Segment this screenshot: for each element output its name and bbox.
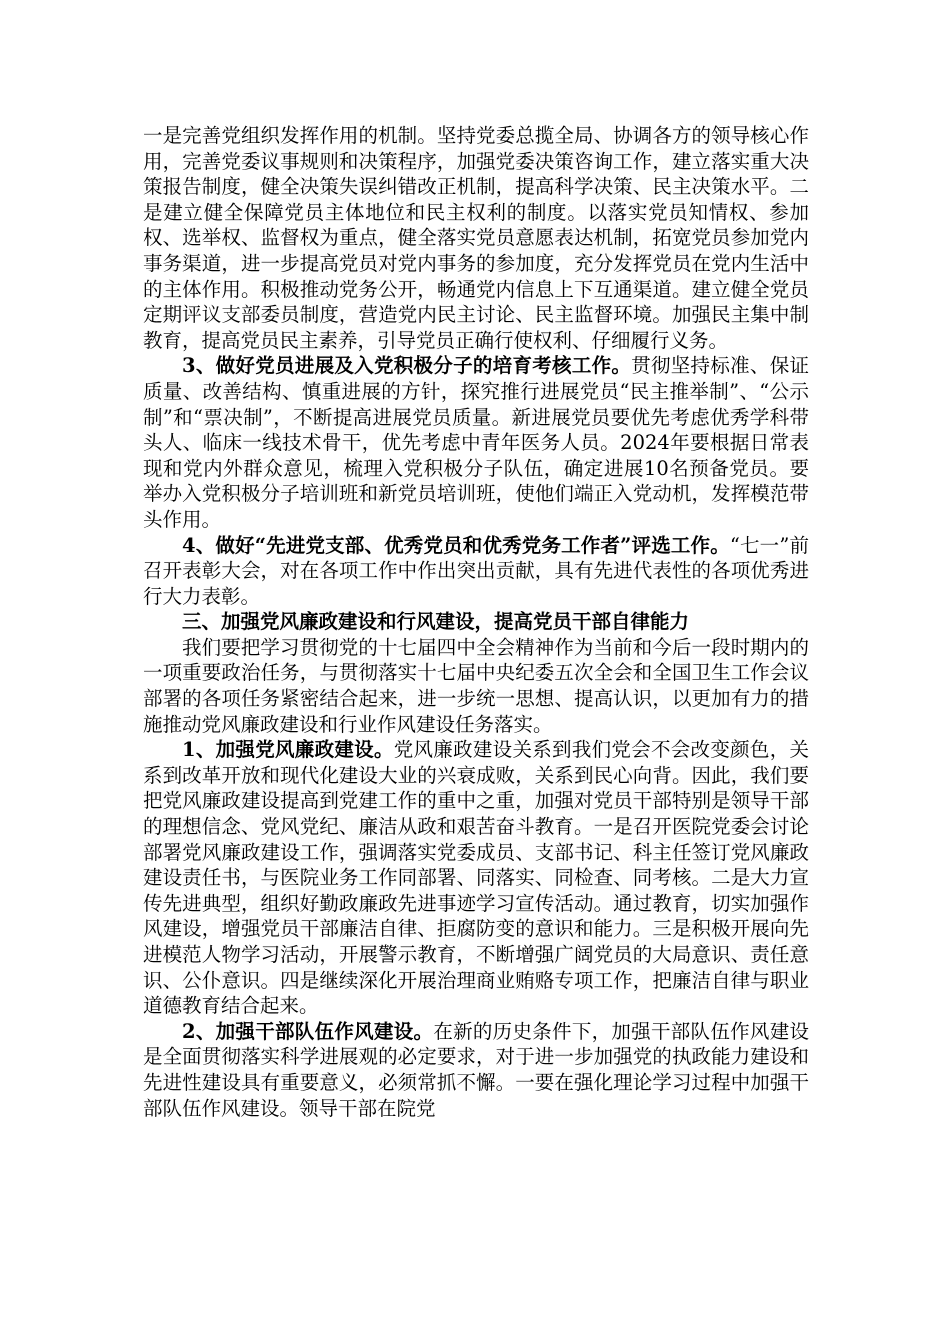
paragraph-integrity-building (143, 737, 809, 1019)
paragraph-section-intro (143, 635, 809, 737)
paragraph-lead: 4、做好“先进党支部、优秀党员和优秀党务工作者”评选工作。 (182, 533, 730, 557)
document-page (143, 123, 809, 1121)
paragraph-text: 在新的历史条件下，加强干部队伍作风建设是全面贯彻落实科学进展观的必定要求，对于进一步加强党的执政能力建设和先进性建设具有重要意义，必须常抓不懈。一要在强化理论学习过程中加强干部队伍作风建设。领导干部在院党 (143, 1019, 809, 1120)
paragraph-text: 我们要把学习贯彻党的十七届四中全会精神作为当前和今后一段时期内的一项重要政治任务，与贯彻落实十七届中央纪委五次全会和全国卫生工作会议部署的各项任务紧密结合起来，进一步统一思想、提高认识，以更加有力的措施推动党风廉政建设和行业作风建设任务落实。 (143, 635, 809, 736)
paragraph-member-development (143, 353, 809, 532)
paragraph-award-selection (143, 533, 809, 610)
paragraph-text: 一是完善党组织发挥作用的机制。坚持党委总揽全局、协调各方的领导核心作用，完善党委议事规则和决策程序，加强党委决策咨询工作，建立落实重大决策报告制度，健全决策失误纠错改正机制，提高科学决策、民主决策水平。二是建立健全保障党员主体地位和民主权利的制度。以落实党员知情权、参加权、选举权、监督权为重点，健全落实党员意愿表达机制，拓宽党员参加党内事务渠道，进一步提高党员对党内事务的参加度，充分发挥党员在党内生活中的主体作用。积极推动党务公开，畅通党内信息上下互通渠道。建立健全党员定期评议支部委员制度，营造党内民主讨论、民主监督环境。加强民主集中制教育，提高党员民主素养，引导党员正确行使权利、仔细履行义务。 (143, 124, 809, 352)
section-heading-text: 三、加强党风廉政建设和行风建设，提高党员干部自律能力 (182, 610, 690, 634)
paragraph-lead: 3、做好党员进展及入党积极分子的培育考核工作。 (182, 354, 632, 378)
paragraph-text: 党风廉政建设关系到我们党会不会改变颜色，关系到改革开放和现代化建设大业的兴衰成败，关系到民心向背。因此，我们要把党风廉政建设提高到党建工作的重中之重，加强对党员干部特别是领导干部的理想信念、党风党纪、廉洁从政和艰苦奋斗教育。一是召开医院党委会讨论部署党风廉政建设工作，强调落实党委成员、支部书记、科主任签订党风廉政建设责任书，与医院业务工作同部署、同落实、同检查、同考核。二是大力宣传先进典型，组织好勤政廉政先进事迹学习宣传活动。通过教育，切实加强作风建设，增强党员干部廉洁自律、拒腐防变的意识和能力。三是积极开展向先进模范人物学习活动，开展警示教育，不断增强广阔党员的大局意识、责任意识、公仆意识。四是继续深化开展治理商业贿赂专项工作，把廉洁自律与职业道德教育结合起来。 (143, 738, 809, 1018)
paragraph-party-organization-mechanism (143, 123, 809, 353)
paragraph-cadre-style (143, 1019, 809, 1121)
paragraph-lead: 2、加强干部队伍作风建设。 (182, 1019, 434, 1043)
section-heading (143, 609, 809, 635)
paragraph-text: “七一”前召开表彰大会，对在各项工作中作出突出贡献，具有先进代表性的各项优秀进行大力表彰。 (143, 533, 809, 608)
paragraph-lead: 1、加强党风廉政建设。 (182, 738, 394, 762)
paragraph-text: 贯彻坚持标准、保证质量、改善结构、慎重进展的方针，探究推行进展党员“民主推举制”、“公示制”和“票决制”，不断提高进展党员质量。新进展党员要优先考虑优秀学科带头人、临床一线技术骨干，优先考虑中青年医务人员。2024年要根据日常表现和党内外群众意见，梳理入党积极分子队伍，确定进展10名预备党员。要举办入党积极分子培训班和新党员培训班，使他们端正入党动机，发挥模范带头作用。 (143, 354, 809, 531)
